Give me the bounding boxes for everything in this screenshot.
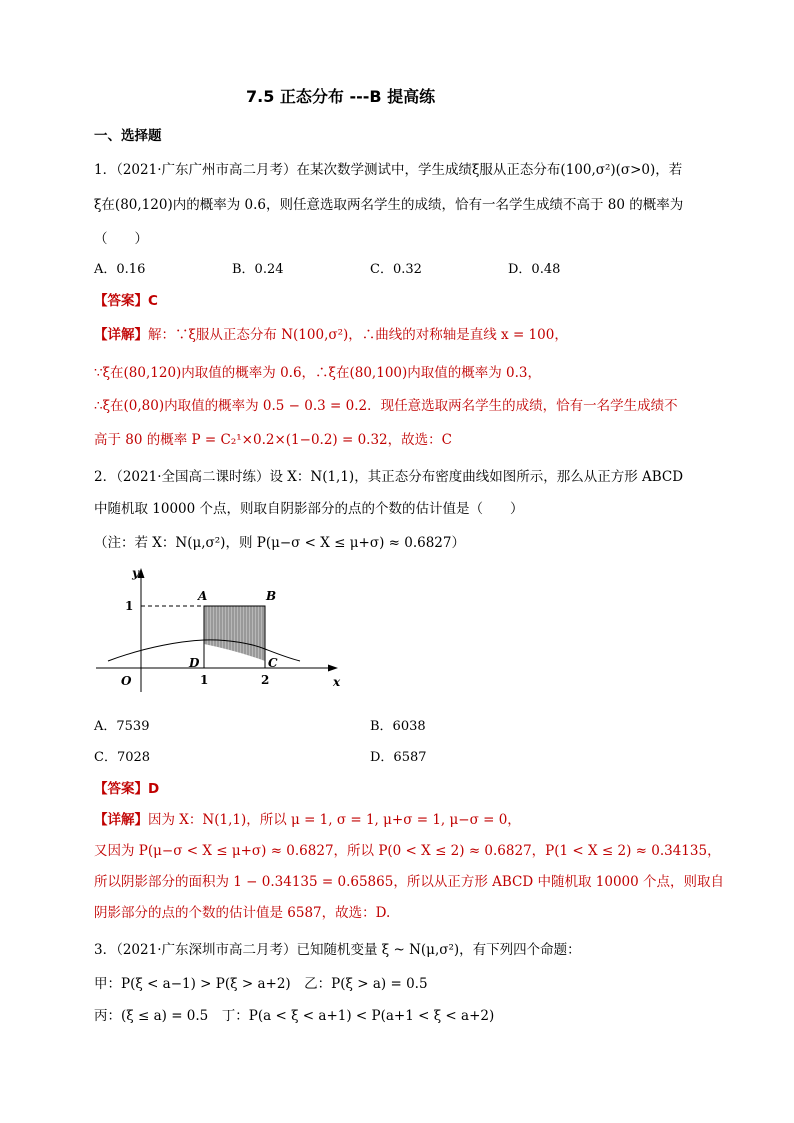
q2-answer [94, 777, 159, 797]
section-heading: 一、选择题 [94, 128, 162, 144]
x-tick-1: 1 [200, 673, 209, 687]
q1-option-c: C．0.32 [370, 262, 422, 277]
q3-statement-bing-ding: 丙：(ξ ≤ a) = 0.5 丁：P(a < ξ < a+1) < P(a+1 < ξ < a+2) [94, 1008, 495, 1024]
point-d-label: D [189, 656, 200, 670]
q2-detail-line3: 所以阴影部分的面积为 1 − 0.34135 = 0.65865，所以从正方形 ABCD 中随机取 10000 个点，则取自 [94, 874, 725, 890]
x-axis-arrow [328, 665, 338, 672]
q1-option-b: B．0.24 [232, 262, 284, 277]
answer-value: C [148, 293, 158, 309]
q3-statement-jia-yi: 甲：P(ξ < a−1) > P(ξ > a+2) 乙：P(ξ > a) = 0.5 [94, 976, 428, 992]
point-c-label: C [268, 656, 278, 670]
q3-stem-line1: 3．（2021·广东深圳市高二月考）已知随机变量 ξ ~ N(μ,σ²)，有下列四个命题： [94, 942, 581, 958]
detail-label: 【详解】 [94, 812, 148, 828]
q1-detail-line1 [94, 323, 568, 343]
y-tick-1: 1 [125, 599, 134, 613]
point-a-label: A [198, 589, 208, 603]
q1-detail-text1: 解：∵ξ服从正态分布 N(100,σ²)，∴曲线的对称轴是直线 x = 100， [148, 327, 568, 343]
q1-stem-line2: ξ在(80,120)内的概率为 0.6，则任意选取两名学生的成绩，恰有一名学生成绩不高于 80 的概率为 [94, 197, 684, 213]
answer-label: 【答案】 [94, 293, 148, 309]
x-axis-label: x [333, 675, 341, 689]
detail-label: 【详解】 [94, 327, 148, 343]
q1-detail-line4: 高于 80 的概率 P = C₂¹×0.2×(1−0.2) = 0.32，故选：C [94, 432, 452, 448]
q2-note: （注：若 X：N(μ,σ²)，则 P(μ−σ < X ≤ μ+σ) ≈ 0.6827） [94, 535, 465, 551]
q1-detail-line3: ∴ξ在(0,80)内取值的概率为 0.5 − 0.3 = 0.2．现任意选取两名学生的成绩，恰有一名学生成绩不 [94, 398, 678, 414]
q2-option-d: D．6587 [370, 750, 427, 765]
q1-option-a: A．0.16 [94, 262, 146, 277]
page-title: 7.5 正态分布 ---B 提高练 [246, 87, 436, 106]
q2-detail-text1: 因为 X：N(1,1)，所以 μ = 1, σ = 1, μ+σ = 1, μ−σ = 0， [148, 812, 521, 828]
q1-answer [94, 289, 158, 309]
q2-detail-line4: 阴影部分的点的个数的估计值是 6587，故选：D. [94, 905, 391, 921]
q2-option-c: C．7028 [94, 750, 151, 765]
q2-stem-line1: 2．（2021·全国高二课时练）设 X：N(1,1)，其正态分布密度曲线如图所示，那么从正方形 ABCD [94, 469, 684, 485]
q1-stem-line3: （ ） [94, 231, 148, 247]
q1-detail-line2: ∵ξ在(80,120)内取值的概率为 0.6，∴ξ在(80,100)内取值的概率为 0.3， [94, 365, 542, 381]
q2-option-b: B．6038 [370, 719, 426, 734]
y-axis-label: y [132, 566, 139, 580]
x-tick-2: 2 [261, 673, 270, 687]
q1-stem-line1: 1．（2021·广东广州市高二月考）在某次数学测试中，学生成绩ξ服从正态分布(100,σ²)(σ>0)，若 [94, 162, 683, 178]
shaded-region [204, 606, 265, 661]
origin-label: O [121, 674, 132, 688]
q2-detail-line1 [94, 808, 521, 828]
q1-option-d: D．0.48 [508, 262, 561, 277]
normal-curve-figure [88, 560, 358, 692]
q2-stem-line2: 中随机取 10000 个点，则取自阴影部分的点的个数的估计值是（ ） [94, 501, 524, 517]
answer-value: D [148, 781, 160, 797]
answer-label: 【答案】 [94, 781, 148, 797]
q2-option-a: A．7539 [94, 719, 150, 734]
q2-detail-line2: 又因为 P(μ−σ < X ≤ μ+σ) ≈ 0.6827，所以 P(0 < X ≤ 2) ≈ 0.6827，P(1 < X ≤ 2) ≈ 0.34135， [94, 843, 721, 859]
point-b-label: B [266, 589, 277, 603]
